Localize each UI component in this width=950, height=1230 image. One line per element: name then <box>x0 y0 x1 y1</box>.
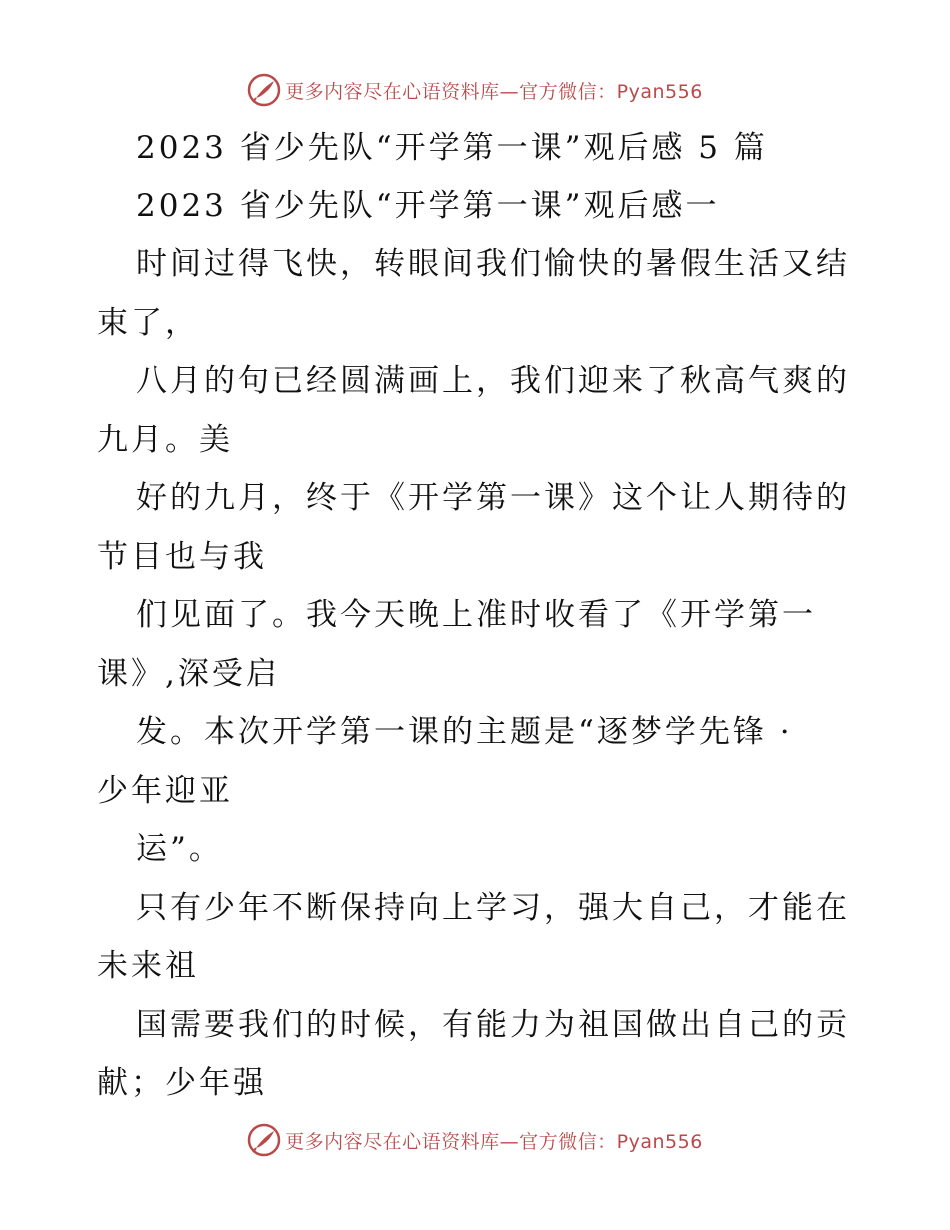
header-watermark-banner <box>0 68 950 112</box>
paragraph-line: 运”。 <box>136 831 223 867</box>
paragraph-line: 九月。美 <box>97 422 233 458</box>
footer-watermark-banner <box>0 1118 950 1162</box>
paragraph-line: 好的九月，终于《开学第一课》这个让人期待的 <box>136 480 850 516</box>
paragraph-line: 国需要我们的时候，有能力为祖国做出自己的贡 <box>136 1007 850 1043</box>
paragraph-line: 节目也与我 <box>97 539 267 575</box>
document-title: 2023 省少先队“开学第一课”观后感 5 篇 <box>136 130 768 166</box>
paragraph-line: 献；少年强 <box>97 1065 267 1101</box>
paragraph-line: 们见面了。我今天晚上准时收看了《开学第一 <box>136 597 816 633</box>
paragraph-line: 时间过得飞快，转眼间我们愉快的暑假生活又结 <box>136 246 850 282</box>
paragraph-line: 未来祖 <box>97 948 199 984</box>
banner-text: 更多内容尽在心语资料库—官方微信：Pyan556 <box>285 80 703 103</box>
paragraph-line: 只有少年不断保持向上学习，强大自己，才能在 <box>136 890 850 926</box>
document-subtitle: 2023 省少先队“开学第一课”观后感一 <box>136 188 720 224</box>
paragraph-line: 少年迎亚 <box>97 773 233 809</box>
paragraph-line: 束了， <box>97 305 199 341</box>
paragraph-line: 八月的句已经圆满画上，我们迎来了秋高气爽的 <box>136 363 850 399</box>
feather-pen-logo-icon <box>247 73 281 107</box>
feather-pen-logo-icon <box>247 1123 281 1157</box>
paragraph-line: 课》,深受启 <box>97 656 280 692</box>
banner-text: 更多内容尽在心语资料库—官方微信：Pyan556 <box>285 1130 703 1153</box>
paragraph-line: 发。本次开学第一课的主题是“逐梦学先锋 · <box>136 714 793 750</box>
